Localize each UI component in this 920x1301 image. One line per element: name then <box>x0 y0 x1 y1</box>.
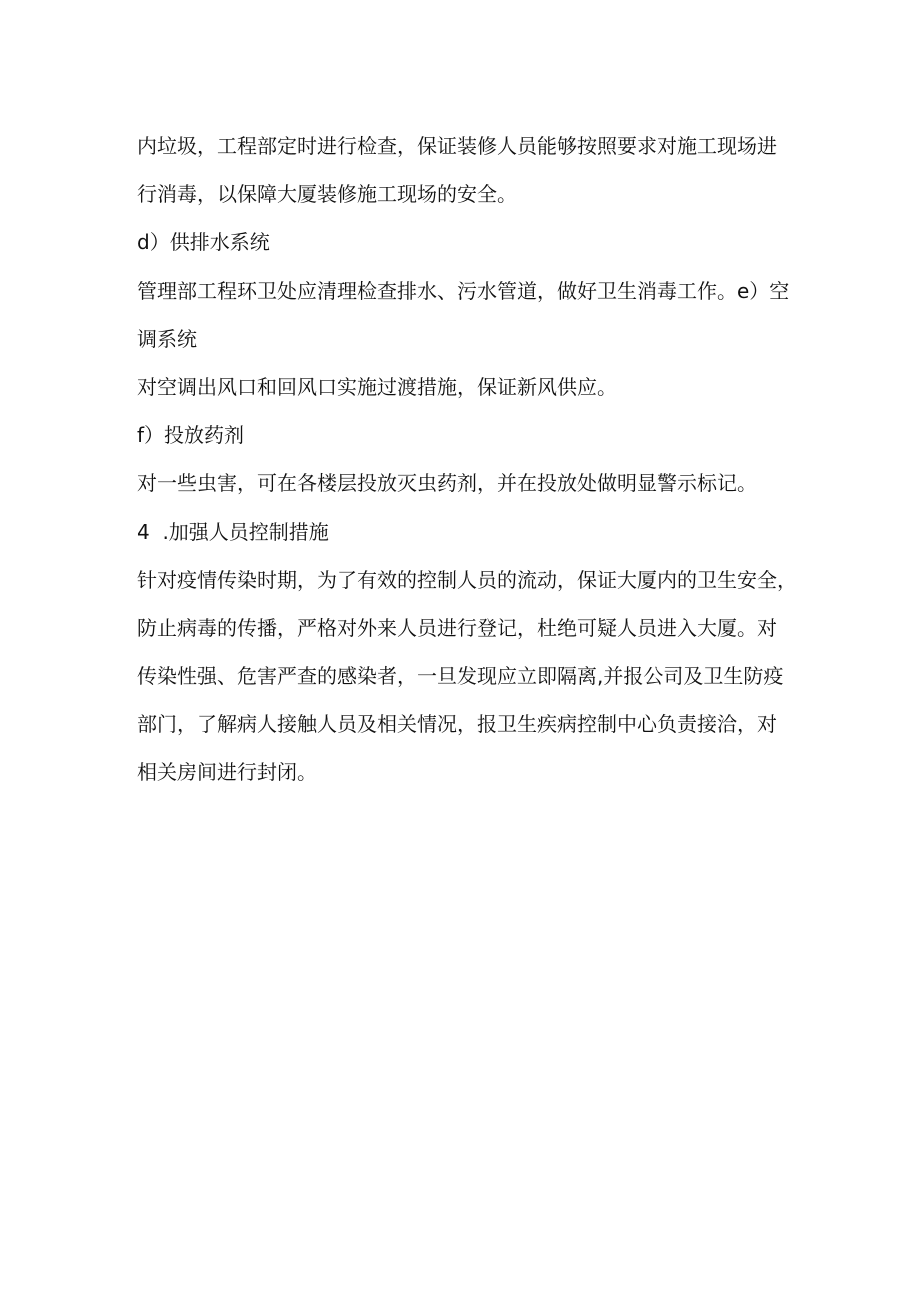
section-heading-water-system: d）供排水系统 <box>137 230 270 255</box>
paragraph-continuation-line-2: 行消毒，以保障大厦装修施工现场的安全。 <box>137 182 517 207</box>
section-heading-pesticide: f）投放药剂 <box>137 423 245 448</box>
paragraph-personnel-line-4: 部门，了解病人接触人员及相关情况，报卫生疾病控制中心负责接洽，对 <box>137 712 777 737</box>
paragraph-water-system-line-1: 管理部工程环卫处应清理检查排水、污水管道，做好卫生消毒工作。e）空 <box>137 278 790 303</box>
paragraph-personnel-line-1: 针对疫情传染时期，为了有效的控制人员的流动，保证大厦内的卫生安全， <box>137 567 797 592</box>
paragraph-personnel-line-5: 相关房间进行封闭。 <box>137 760 317 785</box>
paragraph-water-system-line-2: 调系统 <box>137 326 197 351</box>
paragraph-continuation-line-1: 内垃圾，工程部定时进行检查，保证装修人员能够按照要求对施工现场进 <box>137 134 777 158</box>
paragraph-personnel-line-3: 传染性强、危害严查的感染者，一旦发现应立即隔离,并报公司及卫生防疫 <box>137 664 784 689</box>
document-body <box>137 122 797 797</box>
paragraph-pesticide: 对一些虫害，可在各楼层投放灭虫药剂，并在投放处做明显警示标记。 <box>137 471 757 496</box>
section-heading-personnel-control: 4 .加强人员控制措施 <box>137 519 329 544</box>
paragraph-personnel-line-2: 防止病毒的传播，严格对外来人员进行登记，杜绝可疑人员进入大厦。对 <box>137 615 777 640</box>
paragraph-air-conditioning: 对空调出风口和回风口实施过渡措施，保证新风供应。 <box>137 374 617 399</box>
